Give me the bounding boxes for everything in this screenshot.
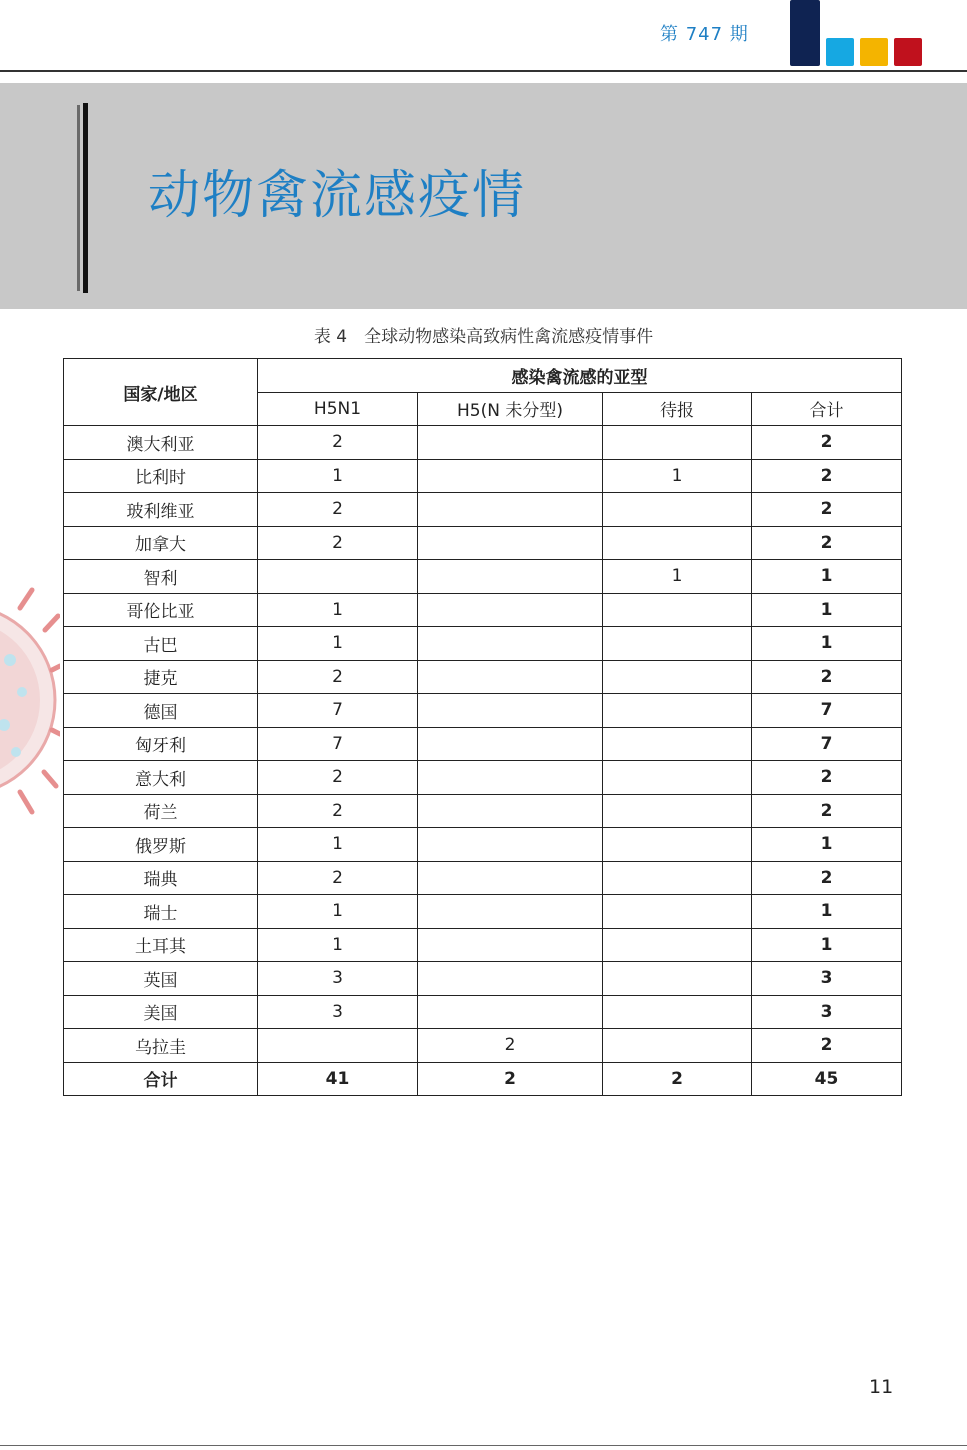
- total-pending: 2: [603, 1062, 752, 1096]
- total-cell: 2: [752, 493, 902, 527]
- header-country: 国家/地区: [64, 359, 258, 426]
- h5n1-cell: 3: [258, 962, 418, 996]
- pending-cell: [603, 962, 752, 996]
- logo-navy-block: [790, 0, 820, 66]
- header-h5-unsubtyped: H5(N 未分型): [418, 392, 603, 426]
- header-rule: [0, 70, 967, 72]
- h5-unsubtyped-cell: [418, 660, 603, 694]
- country-cell: 智利: [64, 560, 258, 594]
- pending-cell: [603, 426, 752, 460]
- h5n1-cell: 7: [258, 694, 418, 728]
- country-cell: 澳大利亚: [64, 426, 258, 460]
- pending-cell: [603, 895, 752, 929]
- table-row: [64, 627, 902, 661]
- country-cell: 乌拉圭: [64, 1029, 258, 1063]
- h5-unsubtyped-cell: [418, 627, 603, 661]
- logo-yellow-block: [860, 38, 888, 66]
- total-cell: 1: [752, 895, 902, 929]
- pending-cell: [603, 526, 752, 560]
- h5-unsubtyped-cell: [418, 560, 603, 594]
- h5n1-cell: 2: [258, 660, 418, 694]
- h5n1-cell: 1: [258, 627, 418, 661]
- table-row: [64, 794, 902, 828]
- section-banner: [0, 83, 967, 309]
- footer-rule: [0, 1445, 967, 1446]
- h5-unsubtyped-cell: [418, 962, 603, 996]
- pending-cell: [603, 928, 752, 962]
- total-cell: 2: [752, 426, 902, 460]
- banner-accent-thin: [77, 105, 80, 291]
- h5-unsubtyped-cell: [418, 995, 603, 1029]
- h5-unsubtyped-cell: [418, 459, 603, 493]
- total-h5-unsubtyped: 2: [418, 1062, 603, 1096]
- h5n1-cell: 1: [258, 928, 418, 962]
- country-cell: 玻利维亚: [64, 493, 258, 527]
- table-row: [64, 727, 902, 761]
- table-row: [64, 660, 902, 694]
- h5-unsubtyped-cell: [418, 493, 603, 527]
- total-cell: 3: [752, 995, 902, 1029]
- country-cell: 哥伦比亚: [64, 593, 258, 627]
- h5n1-cell: 1: [258, 593, 418, 627]
- total-cell: 2: [752, 794, 902, 828]
- country-cell: 比利时: [64, 459, 258, 493]
- banner-accent-thick: [83, 103, 88, 293]
- table-row: [64, 828, 902, 862]
- table-row: [64, 459, 902, 493]
- country-cell: 加拿大: [64, 526, 258, 560]
- total-cell: 2: [752, 526, 902, 560]
- header-pending: 待报: [603, 392, 752, 426]
- h5n1-cell: [258, 1029, 418, 1063]
- table-caption: 表 4 全球动物感染高致病性禽流感疫情事件: [313, 327, 654, 347]
- country-cell: 匈牙利: [64, 727, 258, 761]
- total-cell: 2: [752, 861, 902, 895]
- pending-cell: [603, 593, 752, 627]
- table-row: [64, 1029, 902, 1063]
- h5n1-cell: [258, 560, 418, 594]
- h5n1-cell: 2: [258, 861, 418, 895]
- total-cell: 7: [752, 727, 902, 761]
- h5n1-cell: 1: [258, 459, 418, 493]
- total-cell: 2: [752, 1029, 902, 1063]
- pending-cell: [603, 794, 752, 828]
- total-h5n1: 41: [258, 1062, 418, 1096]
- avian-flu-table: [63, 358, 902, 1096]
- h5n1-cell: 2: [258, 761, 418, 795]
- page-number: 11: [869, 1376, 894, 1398]
- h5-unsubtyped-cell: [418, 861, 603, 895]
- h5-unsubtyped-cell: [418, 694, 603, 728]
- header-total: 合计: [752, 392, 902, 426]
- pending-cell: 1: [603, 459, 752, 493]
- pending-cell: [603, 660, 752, 694]
- header-h5n1: H5N1: [258, 392, 418, 426]
- h5-unsubtyped-cell: [418, 727, 603, 761]
- pending-cell: [603, 761, 752, 795]
- publication-logo: [790, 0, 925, 68]
- total-cell: 1: [752, 928, 902, 962]
- country-cell: 意大利: [64, 761, 258, 795]
- total-cell: 1: [752, 560, 902, 594]
- h5-unsubtyped-cell: [418, 895, 603, 929]
- h5n1-cell: 2: [258, 493, 418, 527]
- total-row: [64, 1062, 902, 1096]
- h5-unsubtyped-cell: [418, 526, 603, 560]
- header-subtype-group: 感染禽流感的亚型: [258, 359, 902, 393]
- country-cell: 英国: [64, 962, 258, 996]
- country-cell: 荷兰: [64, 794, 258, 828]
- table-row: [64, 426, 902, 460]
- h5-unsubtyped-cell: [418, 426, 603, 460]
- total-cell: 1: [752, 627, 902, 661]
- h5-unsubtyped-cell: [418, 593, 603, 627]
- table-row: [64, 593, 902, 627]
- table-row: [64, 493, 902, 527]
- virus-illustration: [0, 520, 60, 880]
- h5n1-cell: 7: [258, 727, 418, 761]
- table-row: [64, 761, 902, 795]
- country-cell: 土耳其: [64, 928, 258, 962]
- logo-red-block: [894, 38, 922, 66]
- pending-cell: [603, 627, 752, 661]
- total-cell: 2: [752, 459, 902, 493]
- pending-cell: [603, 694, 752, 728]
- pending-cell: [603, 995, 752, 1029]
- total-row-label: 合计: [64, 1062, 258, 1096]
- country-cell: 瑞典: [64, 861, 258, 895]
- h5n1-cell: 3: [258, 995, 418, 1029]
- grand-total: 45: [752, 1062, 902, 1096]
- table-row: [64, 962, 902, 996]
- table-row: [64, 995, 902, 1029]
- pending-cell: [603, 1029, 752, 1063]
- h5-unsubtyped-cell: [418, 828, 603, 862]
- table-row: [64, 861, 902, 895]
- total-cell: 3: [752, 962, 902, 996]
- pending-cell: [603, 828, 752, 862]
- pending-cell: [603, 727, 752, 761]
- table-row: [64, 895, 902, 929]
- h5n1-cell: 1: [258, 828, 418, 862]
- country-cell: 德国: [64, 694, 258, 728]
- h5-unsubtyped-cell: [418, 761, 603, 795]
- h5n1-cell: 1: [258, 895, 418, 929]
- total-cell: 1: [752, 828, 902, 862]
- h5n1-cell: 2: [258, 526, 418, 560]
- total-cell: 7: [752, 694, 902, 728]
- section-title: 动物禽流感疫情: [148, 166, 527, 226]
- country-cell: 古巴: [64, 627, 258, 661]
- table-row: [64, 928, 902, 962]
- table-row: [64, 560, 902, 594]
- h5-unsubtyped-cell: [418, 928, 603, 962]
- pending-cell: 1: [603, 560, 752, 594]
- country-cell: 捷克: [64, 660, 258, 694]
- pending-cell: [603, 861, 752, 895]
- h5-unsubtyped-cell: 2: [418, 1029, 603, 1063]
- country-cell: 俄罗斯: [64, 828, 258, 862]
- h5-unsubtyped-cell: [418, 794, 603, 828]
- total-cell: 2: [752, 761, 902, 795]
- h5n1-cell: 2: [258, 426, 418, 460]
- table-row: [64, 526, 902, 560]
- logo-cyan-block: [826, 38, 854, 66]
- h5n1-cell: 2: [258, 794, 418, 828]
- total-cell: 1: [752, 593, 902, 627]
- country-cell: 美国: [64, 995, 258, 1029]
- table-row: [64, 694, 902, 728]
- pending-cell: [603, 493, 752, 527]
- total-cell: 2: [752, 660, 902, 694]
- issue-number: 第 747 期: [660, 24, 749, 45]
- country-cell: 瑞士: [64, 895, 258, 929]
